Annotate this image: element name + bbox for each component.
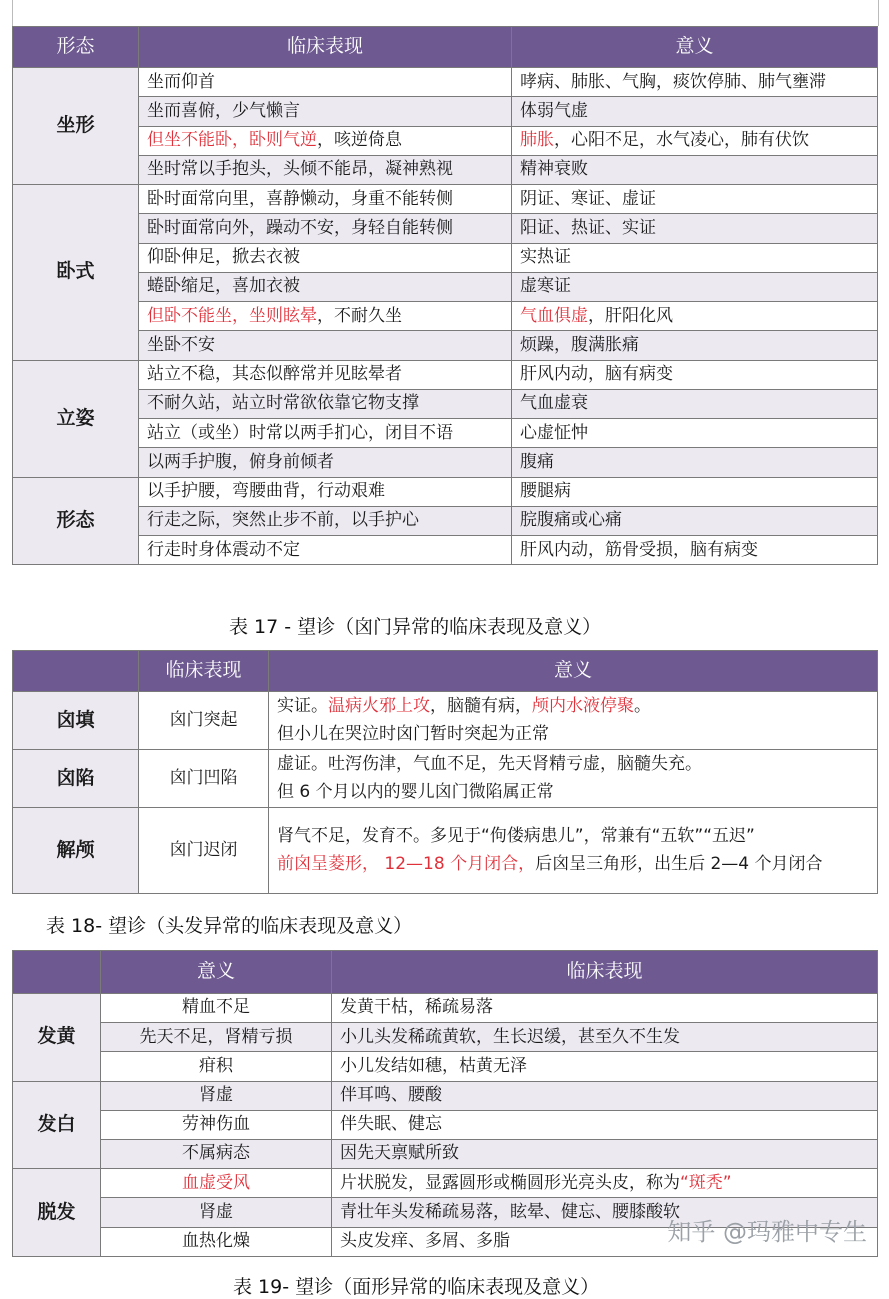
table-header-row	[13, 27, 878, 68]
clinical-cell	[332, 1110, 878, 1139]
cell-text: 仰卧伸足，掀去衣被	[147, 247, 300, 267]
meaning-cell	[512, 126, 878, 155]
meaning-line	[277, 751, 869, 779]
meaning-cell	[269, 692, 878, 750]
table-row	[13, 1052, 878, 1081]
cell-text: 阳证、热证、实证	[520, 217, 656, 238]
table-row	[13, 1169, 878, 1198]
meaning-cell	[512, 477, 878, 506]
meaning-cell	[269, 808, 878, 894]
table-row	[13, 97, 878, 126]
watermark: 知乎 @玛雅中专生	[667, 1218, 867, 1246]
meaning-cell	[269, 750, 878, 808]
cell-text: 坐时常以手抱头，头倾不能昂，凝神熟视	[147, 159, 453, 180]
cell-text: 疳积	[199, 1055, 233, 1076]
table-row	[13, 1081, 878, 1110]
posture-table	[12, 26, 878, 565]
meaning-cell	[101, 1139, 332, 1168]
cell-text: 行走时身体震动不定	[147, 539, 300, 560]
cell-text: 实证。	[277, 695, 328, 716]
meaning-line	[277, 693, 869, 721]
clinical-cell	[139, 272, 512, 301]
table-row	[13, 994, 878, 1023]
clinical-cell	[332, 994, 878, 1023]
clinical-cell	[139, 448, 512, 477]
cell-text: 劳神伤血	[182, 1114, 250, 1135]
category-cell: 解颅	[13, 808, 139, 894]
meaning-cell	[512, 68, 878, 97]
cell-text: ，肝阳化风	[588, 305, 673, 326]
table-row	[13, 1139, 878, 1168]
meaning-cell	[512, 214, 878, 243]
highlight-text: 但坐不能卧，卧则气逆	[147, 130, 317, 150]
cell-text: 气血虚衰	[520, 393, 588, 414]
header-cell	[13, 951, 101, 994]
meaning-cell	[512, 389, 878, 418]
table-row	[13, 1023, 878, 1052]
cell-text: 先天不足，肾精亏损	[139, 1026, 293, 1047]
clinical-cell	[139, 331, 512, 360]
clinical-cell	[332, 1169, 878, 1198]
cell-text: ，咳逆倚息	[317, 130, 402, 150]
clinical-cell	[139, 185, 512, 214]
table-row	[13, 808, 878, 894]
cell-text: 但小儿在哭泣时囟门暂时突起为正常	[277, 723, 549, 744]
category-cell: 立姿	[13, 360, 139, 477]
cell-text: 肝风内动，筋骨受损，脑有病变	[520, 539, 758, 560]
highlight-text: 前囟呈菱形， 12—18 个月闭合，	[277, 853, 536, 874]
table-row	[13, 331, 878, 360]
cell-text: 坐卧不安	[147, 334, 215, 355]
cell-text: 。	[634, 695, 651, 716]
cell-text: 血热化燥	[182, 1230, 250, 1251]
clinical-cell	[139, 389, 512, 418]
table-18-caption: 表 18- 望诊（头发异常的临床表现及意义）	[46, 915, 413, 937]
meaning-cell	[512, 302, 878, 331]
cell-text: 烦躁，腹满胀痛	[520, 334, 639, 355]
clinical-cell	[332, 1139, 878, 1168]
fontanelle-table	[12, 650, 878, 894]
meaning-cell	[512, 97, 878, 126]
meaning-cell	[512, 185, 878, 214]
cell-text: 不耐久站，站立时常欲依靠它物支撑	[147, 393, 419, 414]
category-cell: 囟陷	[13, 750, 139, 808]
hair-table	[12, 950, 878, 1257]
category-cell: 发白	[13, 1081, 101, 1169]
table-row	[13, 506, 878, 535]
table-row	[13, 272, 878, 301]
meaning-cell	[101, 1052, 332, 1081]
cell-text: 实热证	[520, 247, 571, 267]
cell-text: 发黄干枯，稀疏易落	[340, 997, 493, 1018]
meaning-cell	[512, 331, 878, 360]
meaning-line	[277, 851, 869, 879]
meaning-cell	[512, 272, 878, 301]
meaning-cell	[512, 448, 878, 477]
meaning-cell	[101, 1227, 332, 1256]
highlight-text: 颅内水液停聚	[532, 695, 634, 716]
cell-text: 站立不稳，其态似醉常并见眩晕者	[147, 364, 402, 384]
table-row	[13, 1110, 878, 1139]
table-row	[13, 302, 878, 331]
clinical-cell	[139, 155, 512, 184]
category-cell: 发黄	[13, 994, 101, 1082]
meaning-cell	[101, 994, 332, 1023]
clinical-cell	[139, 506, 512, 535]
clinical-cell	[139, 68, 512, 97]
cell-text: 虚寒证	[520, 276, 571, 297]
meaning-line	[277, 823, 869, 851]
category-cell: 脱发	[13, 1169, 101, 1257]
cell-text: 虚证。吐泻伤津，气血不足，先天肾精亏虚，脑髓失充。	[277, 753, 702, 774]
cell-text: 伴失眠、健忘	[340, 1114, 442, 1135]
table-row	[13, 419, 878, 448]
table-row	[13, 185, 878, 214]
category-cell: 形态	[13, 477, 139, 565]
table-header-row	[13, 951, 878, 994]
cell-text: 行走之际，突然止步不前，以手护心	[147, 510, 419, 531]
header-cell: 形态	[13, 27, 139, 68]
meaning-cell	[512, 506, 878, 535]
meaning-cell	[101, 1081, 332, 1110]
cell-text: 站立（或坐）时常以两手扪心，闭目不语	[147, 422, 453, 443]
meaning-cell	[101, 1169, 332, 1198]
highlight-text: 肺胀	[520, 130, 554, 150]
table-row	[13, 214, 878, 243]
meaning-line	[277, 779, 869, 807]
meaning-cell	[101, 1110, 332, 1139]
previous-table-edge	[12, 0, 879, 26]
cell-text: 蜷卧缩足，喜加衣被	[147, 276, 300, 297]
meaning-cell	[512, 419, 878, 448]
table-row	[13, 750, 878, 808]
cell-text: 头皮发痒、多屑、多脂	[340, 1230, 510, 1251]
cell-text: 卧时面常向外，躁动不安，身轻自能转侧	[147, 217, 453, 238]
meaning-cell	[512, 360, 878, 389]
highlight-text: 气血俱虚	[520, 305, 588, 326]
cell-text: 精神衰败	[520, 159, 588, 180]
clinical-cell	[332, 1023, 878, 1052]
meaning-cell	[512, 243, 878, 272]
meaning-cell	[101, 1198, 332, 1227]
meaning-line	[277, 721, 869, 749]
header-cell: 意义	[512, 27, 878, 68]
cell-text: 坐而仰首	[147, 71, 215, 92]
cell-text: 心虚怔忡	[520, 422, 588, 443]
cell-text: ，不耐久坐	[317, 305, 402, 326]
meaning-cell	[512, 155, 878, 184]
cell-text: 不属病态	[182, 1143, 250, 1164]
cell-text: ，脑髓有病，	[430, 695, 532, 716]
clinical-cell	[139, 97, 512, 126]
cell-text: 阴证、寒证、虚证	[520, 188, 656, 209]
highlight-text: 温病火邪上攻	[328, 695, 430, 716]
header-cell: 临床表现	[139, 27, 512, 68]
table-row	[13, 536, 878, 565]
cell-text: 小儿头发稀疏黄软，生长迟缓，甚至久不生发	[340, 1026, 680, 1047]
cell-text: 坐而喜俯，少气懒言	[147, 100, 300, 121]
cell-text: 肾虚	[199, 1085, 233, 1106]
clinical-cell: 囟门迟闭	[139, 808, 269, 894]
cell-text: 片状脱发，显露圆形或椭圆形光亮头皮，称为	[340, 1172, 680, 1193]
header-cell	[13, 651, 139, 692]
highlight-text: 血虚受风	[182, 1172, 250, 1193]
cell-text: 青壮年头发稀疏易落，眩晕、健忘、腰膝酸软	[340, 1201, 680, 1222]
table-17-caption: 表 17 - 望诊（囟门异常的临床表现及意义）	[229, 616, 602, 638]
category-cell: 坐形	[13, 68, 139, 185]
cell-text: 以手护腰，弯腰曲背，行动艰难	[147, 481, 385, 501]
clinical-cell	[139, 126, 512, 155]
header-cell: 意义	[101, 951, 332, 994]
cell-text: 肾气不足，发育不。多见于“佝偻病患儿”，常兼有“五软”“五迟”	[277, 825, 755, 846]
clinical-cell: 囟门凹陷	[139, 750, 269, 808]
cell-text: 精血不足	[182, 997, 250, 1018]
table-row	[13, 360, 878, 389]
cell-text: 脘腹痛或心痛	[520, 510, 622, 531]
cell-text: 但 6 个月以内的婴儿囟门微陷属正常	[277, 781, 554, 802]
table-row	[13, 243, 878, 272]
clinical-cell	[139, 419, 512, 448]
highlight-text: 但卧不能坐，坐则眩晕	[147, 305, 317, 326]
table-row	[13, 126, 878, 155]
table-row	[13, 477, 878, 506]
table-row	[13, 389, 878, 418]
header-cell: 临床表现	[332, 951, 878, 994]
clinical-cell	[139, 536, 512, 565]
meaning-cell	[512, 536, 878, 565]
cell-text: 卧时面常向里，喜静懒动，身重不能转侧	[147, 188, 453, 209]
cell-text: 肝风内动，脑有病变	[520, 364, 673, 384]
cell-text: 因先天禀赋所致	[340, 1143, 459, 1164]
cell-text: 体弱气虚	[520, 100, 588, 121]
table-row	[13, 692, 878, 750]
highlight-text: “斑秃”	[680, 1172, 732, 1193]
category-cell: 囟填	[13, 692, 139, 750]
clinical-cell	[139, 214, 512, 243]
cell-text: 哮病、肺胀、气胸，痰饮停肺、肺气壅滞	[520, 71, 826, 92]
category-cell: 卧式	[13, 185, 139, 361]
header-cell: 临床表现	[139, 651, 269, 692]
clinical-cell	[332, 1052, 878, 1081]
cell-text: 腹痛	[520, 451, 554, 472]
clinical-cell	[139, 302, 512, 331]
cell-text: ，心阳不足，水气凌心，肺有伏饮	[554, 130, 809, 150]
table-row	[13, 155, 878, 184]
table-row	[13, 448, 878, 477]
clinical-cell	[139, 477, 512, 506]
table-19-caption: 表 19- 望诊（面形异常的临床表现及意义）	[233, 1276, 600, 1298]
clinical-cell	[139, 360, 512, 389]
table-header-row	[13, 651, 878, 692]
meaning-cell	[101, 1023, 332, 1052]
clinical-cell	[332, 1081, 878, 1110]
cell-text: 伴耳鸣、腰酸	[340, 1085, 442, 1106]
cell-text: 以两手护腹，俯身前倾者	[147, 451, 334, 472]
cell-text: 腰腿病	[520, 481, 571, 501]
clinical-cell	[139, 243, 512, 272]
cell-text: 后囟呈三角形，出生后 2—4 个月闭合	[535, 853, 823, 874]
cell-text: 小儿发结如穗，枯黄无泽	[340, 1055, 527, 1076]
header-cell: 意义	[269, 651, 878, 692]
clinical-cell: 囟门突起	[139, 692, 269, 750]
table-row	[13, 68, 878, 97]
cell-text: 肾虚	[199, 1201, 233, 1222]
